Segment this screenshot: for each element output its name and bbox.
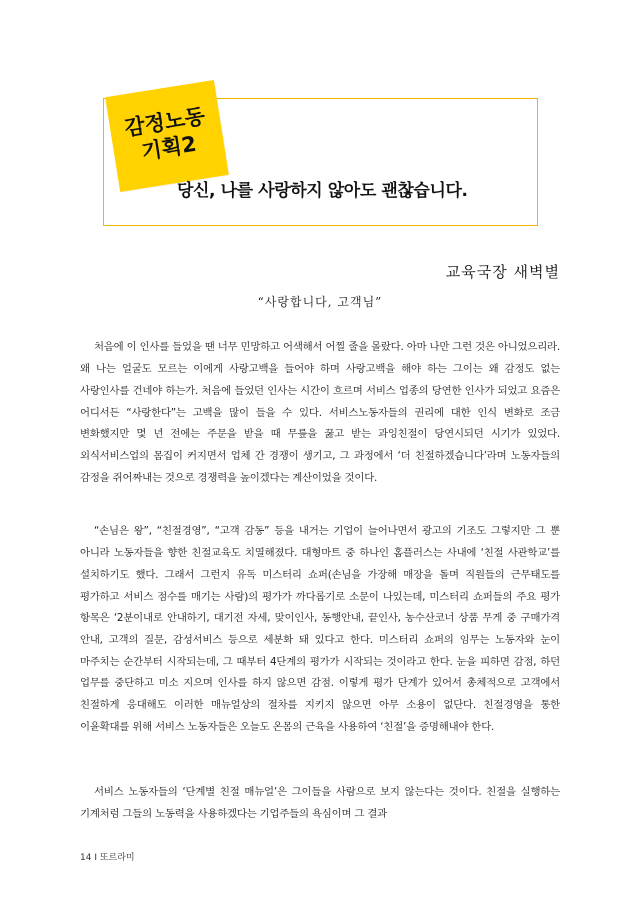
body-paragraph-1: 처음에 이 인사를 들었을 땐 너무 민망하고 어색해서 어찔 줄을 몰랐다. 아마 나만 그런 것은 아니었으리라. 왜 나는 얼굴도 모르는 이에게 사랑고백을 들어야 하며 사랑고백을 해야 하는 그이는 왜 감정도 없는 사랑인사를 건네야 하는가. 처음에 들었던 인사는 시간이 흐르며 서비스 업종의 당연한 인사가 되었고 요즘은 어디서든 “사랑한다”는 고백을 많이 들을 수 있다. 서비스노동자들의 권리에 대한 인식 변화로 조금 변화했지만 몇 년 전에는 주문을 받을 때 무릎을 꿇고 받는 과잉친절이 당연시되던 시기가 있었다. 외식서비스업의 몸집이 커지면서 업체 간 경쟁이 생기고, 그 과정에서 ‘더 친절하겠습니다’라며 노동자들의 감정을 쥐어짜내는 것으로 경쟁력을 높이겠다는 계산이었을 것이다. — [80, 341, 560, 484]
body-paragraph-3: 서비스 노동자들의 ‘단계별 친절 매뉴얼’은 그이들을 사람으로 보지 않는다는 것이다. 친절을 실행하는 기계처럼 그들의 노동력을 사용하겠다는 기업주들의 욕심이며 그 결과 — [80, 786, 560, 821]
article-headline: 당신, 나를 사랑하지 않아도 괜찮습니다. — [177, 181, 468, 201]
section-tag-line2: 기획2 — [139, 131, 199, 165]
section-tag-line1: 감정노동 — [122, 103, 207, 141]
author-byline: 교육국장 새벽별 — [445, 263, 560, 281]
body-paragraph-2: “손님은 왕”, “친절경영”, “고객 감동” 등을 내거는 기업이 늘어나면서 광고의 기조도 그렇지만 그 뿐 아니라 노동자들을 향한 친절교육도 치열해졌다. 대형마트 중 하나인 홈플러스는 사내에 ‘친절 사관학교’를 설치하기도 했다. 그래서 그런지 유독 미스터리 쇼퍼(손님을 가장해 매장을 돌며 직원들의 근무태도를 평가하고 서비스 점수를 매기는 사람)의 평가가 까다롭기로 소문이 나있는데, 미스터리 쇼퍼들의 주요 평가 항목은 ‘2분이내로 안내하기, 대기전 자세, 맞이인사, 동행안내, 끝인사, 농수산코너 상품 무게 중 구매가격 안내, 고객의 질문, 감성서비스 등으로 세분화 돼 있다고 한다. 미스터리 쇼퍼의 임무는 노동자와 눈이 마주치는 순간부터 시작되는데, 그 때부터 4단계의 평가가 시작되는 것이라고 한다. 눈을 피하면 감점, 하던 업무를 중단하고 미소 지으며 인사를 하지 않으면 감점. 이렇게 평가 단계가 있어서 총체적으로 고객에서 친절하게 응대해도 이러한 매뉴얼상의 절차를 지키지 않으면 아무 소용이 없단다. 친절경영을 통한 이윤확대를 위해 서비스 노동자들은 오늘도 온몸의 근육을 사용하여 ‘친절’을 증명해내야 한다. — [80, 525, 560, 733]
page-footer: 14 I 또르라미 — [80, 853, 135, 863]
quote-subtitle: “사랑합니다, 고객님” — [257, 295, 383, 309]
